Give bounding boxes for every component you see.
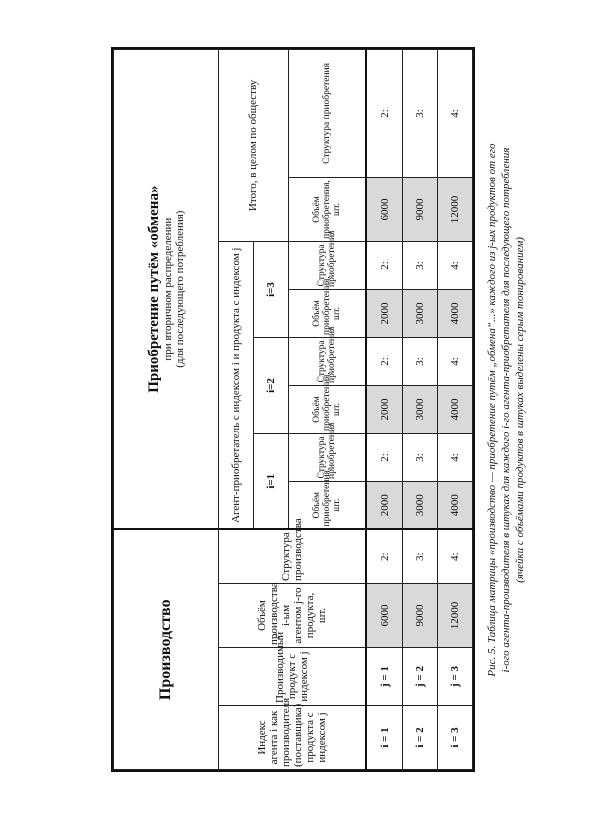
row-buyer1-structure: 2: (366, 433, 402, 481)
sub-structure-total: Структура приобретения (288, 49, 366, 177)
col-volume: Объём производства i-ым агентом j-го продукта, шт. (219, 584, 367, 648)
row-total-structure: 2: (366, 49, 402, 177)
exchange-title-cell (114, 49, 219, 529)
sub-volume-i1: Объём приобретения, шт. (288, 481, 366, 529)
row-buyer2-structure: 2: (366, 337, 402, 385)
exchange-title: Приобретение путём «обмена» (145, 185, 162, 393)
caption-rotator (486, 50, 546, 770)
row-buyer3-volume: 4000 (437, 289, 472, 337)
row-total-volume: 12000 (437, 177, 472, 241)
col-structure: Структура производства (219, 529, 367, 583)
row-buyer2-volume: 2000 (366, 385, 402, 433)
row-structure: 3: (402, 529, 437, 583)
row-buyer3-structure: 4: (437, 241, 472, 289)
row-volume: 12000 (437, 584, 472, 648)
caption-line-3: (ячейки с объёмами продуктов в штуках выделены серым тонированием) (513, 237, 526, 583)
row-structure: 4: (437, 529, 472, 583)
row-buyer1-structure: 4: (437, 433, 472, 481)
row-index-j: j = 3 (437, 648, 472, 706)
exchange-subtitle-1: при вторичном распределении (162, 217, 175, 361)
table-row (366, 49, 402, 769)
row-buyer3-volume: 2000 (366, 289, 402, 337)
caption-line-2: i-ого агента-производителя в штуках для каждого i-го агента-приобретателя для последующего потребления (499, 147, 512, 673)
sub-structure-i1: Структура приобретения (288, 433, 366, 481)
row-total-structure: 4: (437, 49, 472, 177)
row-index-i: i = 2 (402, 706, 437, 770)
production-title: Производство (114, 529, 219, 769)
sub-volume-total: Объём приобретения, шт. (288, 177, 366, 241)
row-buyer1-volume: 2000 (366, 481, 402, 529)
buyer-i3: i=3 (253, 241, 288, 337)
sub-volume-i2: Объём приобретения, шт. (288, 385, 366, 433)
row-volume: 9000 (402, 584, 437, 648)
figure-caption (486, 50, 546, 770)
row-structure: 2: (366, 529, 402, 583)
row-index-j: j = 2 (402, 648, 437, 706)
table-rotator (113, 50, 473, 770)
row-buyer2-volume: 3000 (402, 385, 437, 433)
total-header: Итого, в целом по обществу (219, 49, 289, 241)
col-product: Производимый продукт с индексом j (219, 648, 367, 706)
row-index-i: i = 3 (437, 706, 472, 770)
row-buyer3-structure: 2: (366, 241, 402, 289)
row-total-volume: 6000 (366, 177, 402, 241)
buyer-i2: i=2 (253, 337, 288, 433)
row-total-volume: 9000 (402, 177, 437, 241)
col-index-agent: Индекс агента i как производителя (поставщика) продукта с индексом j (219, 706, 367, 770)
row-buyer3-structure: 3: (402, 241, 437, 289)
row-total-structure: 3: (402, 49, 437, 177)
production-exchange-matrix (113, 49, 473, 770)
row-buyer2-structure: 3: (402, 337, 437, 385)
rotated-table-stage (113, 50, 473, 770)
row-buyer1-structure: 3: (402, 433, 437, 481)
row-volume: 6000 (366, 584, 402, 648)
row-buyer1-volume: 4000 (437, 481, 472, 529)
buyer-i1: i=1 (253, 433, 288, 529)
table-row (402, 49, 437, 769)
sub-structure-i3: Структура приобретения (288, 241, 366, 289)
buyer-agent-header: Агент-приобретатель с индексом i и продукта с индексом j (219, 241, 254, 529)
caption-line-1: Рис. 5. Таблица матрицы «производство — приобретение путём „обмена“...» каждого из j-ых продуктов от его (486, 143, 498, 677)
row-buyer2-volume: 4000 (437, 385, 472, 433)
sub-structure-i2: Структура приобретения (288, 337, 366, 385)
sub-volume-i3: Объём приобретения, шт. (288, 289, 366, 337)
table-row (437, 49, 472, 769)
exchange-subtitle-2: (для последующего потребления) (174, 210, 187, 368)
row-buyer2-structure: 4: (437, 337, 472, 385)
row-buyer1-volume: 3000 (402, 481, 437, 529)
row-buyer3-volume: 3000 (402, 289, 437, 337)
row-index-j: j = 1 (366, 648, 402, 706)
row-index-i: i = 1 (366, 706, 402, 770)
